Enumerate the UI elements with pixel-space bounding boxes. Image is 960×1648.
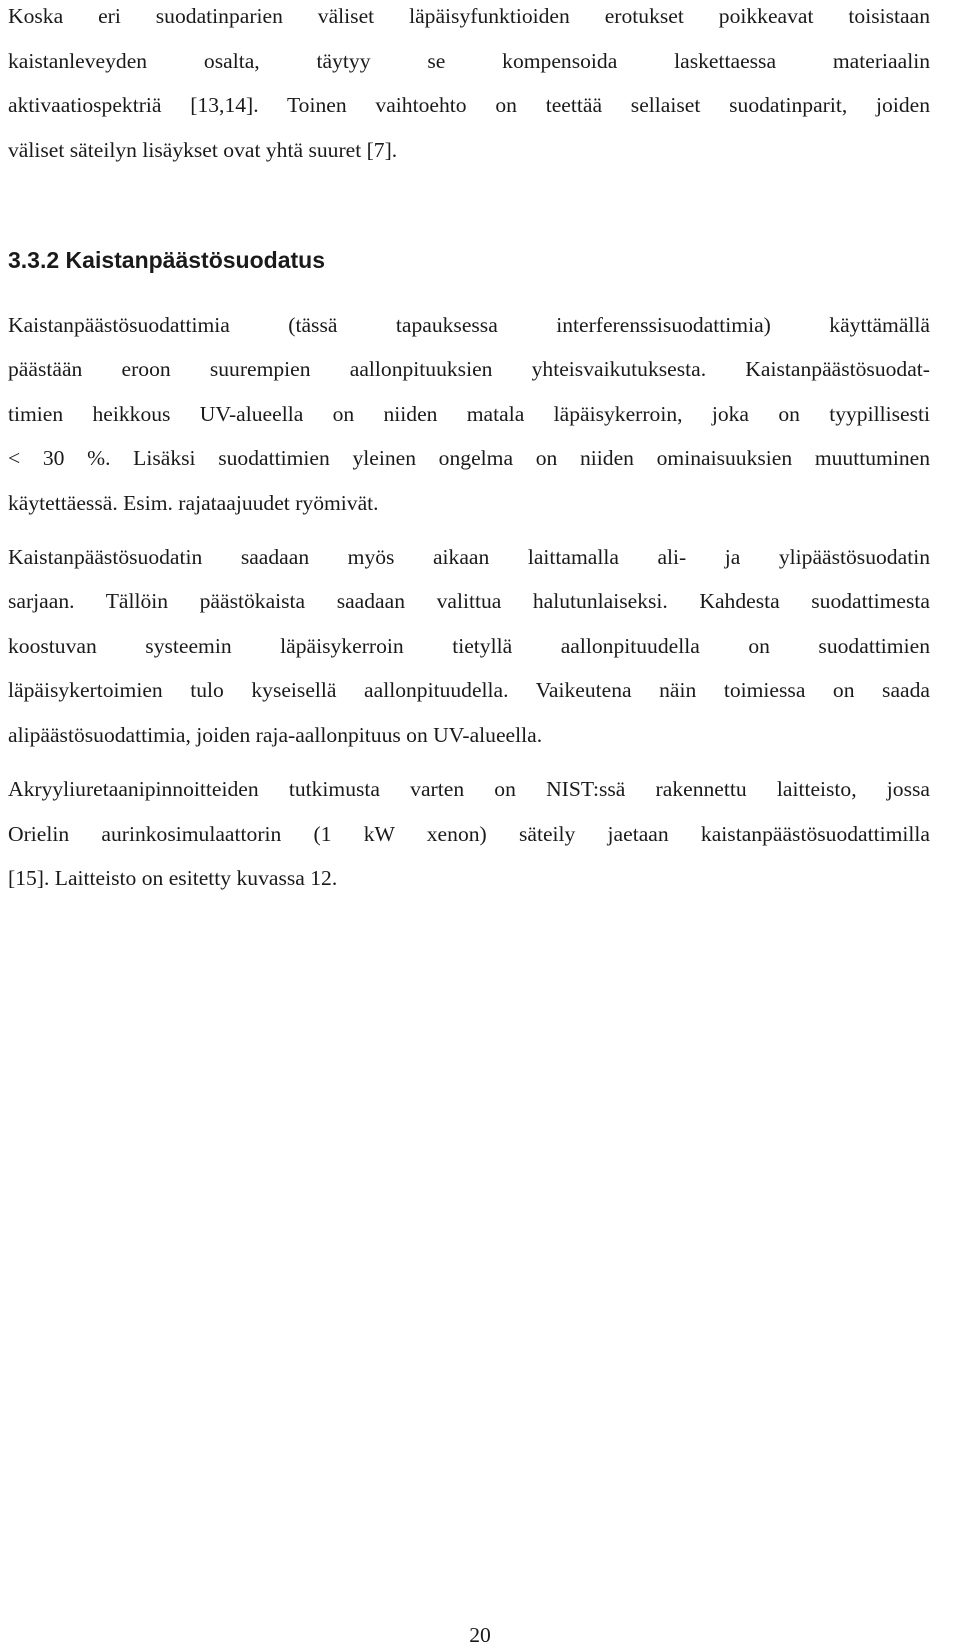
- text-line: timien heikkous UV-alueella on niiden matala läpäisykerroin, joka on tyypillisesti: [8, 402, 930, 426]
- text-line: Kaistanpäästösuodatin saadaan myös aikaan laittamalla ali- ja ylipäästösuodatin: [8, 545, 930, 569]
- section-heading: 3.3.2 Kaistanpäästösuodatus: [8, 247, 325, 273]
- text-line: sarjaan. Tällöin päästökaista saadaan valittua halutunlaiseksi. Kahdesta suodattimesta: [8, 589, 930, 613]
- text-line: väliset säteilyn lisäykset ovat yhtä suuret [7].: [8, 138, 398, 162]
- text-line: käytettäessä. Esim. rajataajuudet ryömivät.: [8, 491, 379, 515]
- text-line: aktivaatiospektriä [13,14]. Toinen vaihtoehto on teettää sellaiset suodatinparit, joiden: [8, 93, 930, 117]
- text-line: Akryyliuretaanipinnoitteiden tutkimusta varten on NIST:ssä rakennettu laitteisto, jossa: [8, 777, 930, 801]
- text-line: koostuvan systeemin läpäisykerroin tietyllä aallonpituudella on suodattimien: [8, 634, 930, 658]
- text-line: läpäisykertoimien tulo kyseisellä aallonpituudella. Vaikeutena näin toimiessa on saada: [8, 678, 930, 702]
- text-line: Koska eri suodatinparien väliset läpäisyfunktioiden erotukset poikkeavat toisistaan: [8, 4, 930, 28]
- text-line: [15]. Laitteisto on esitetty kuvassa 12.: [8, 866, 338, 890]
- text-line: alipäästösuodattimia, joiden raja-aallonpituus on UV-alueella.: [8, 723, 543, 747]
- text-line: kaistanleveyden osalta, täytyy se kompensoida laskettaessa materiaalin: [8, 49, 930, 73]
- page-number: 20: [469, 1623, 491, 1647]
- text-line: päästään eroon suurempien aallonpituuksien yhteisvaikutuksesta. Kaistanpäästösuodat-: [8, 357, 930, 381]
- text-line: Orielin aurinkosimulaattorin (1 kW xenon) säteily jaetaan kaistanpäästösuodattimilla: [8, 822, 930, 846]
- text-line: < 30 %. Lisäksi suodattimien yleinen ongelma on niiden ominaisuuksien muuttuminen: [8, 446, 930, 470]
- text-line: Kaistanpäästösuodattimia (tässä tapauksessa interferenssisuodattimia) käyttämällä: [8, 313, 930, 337]
